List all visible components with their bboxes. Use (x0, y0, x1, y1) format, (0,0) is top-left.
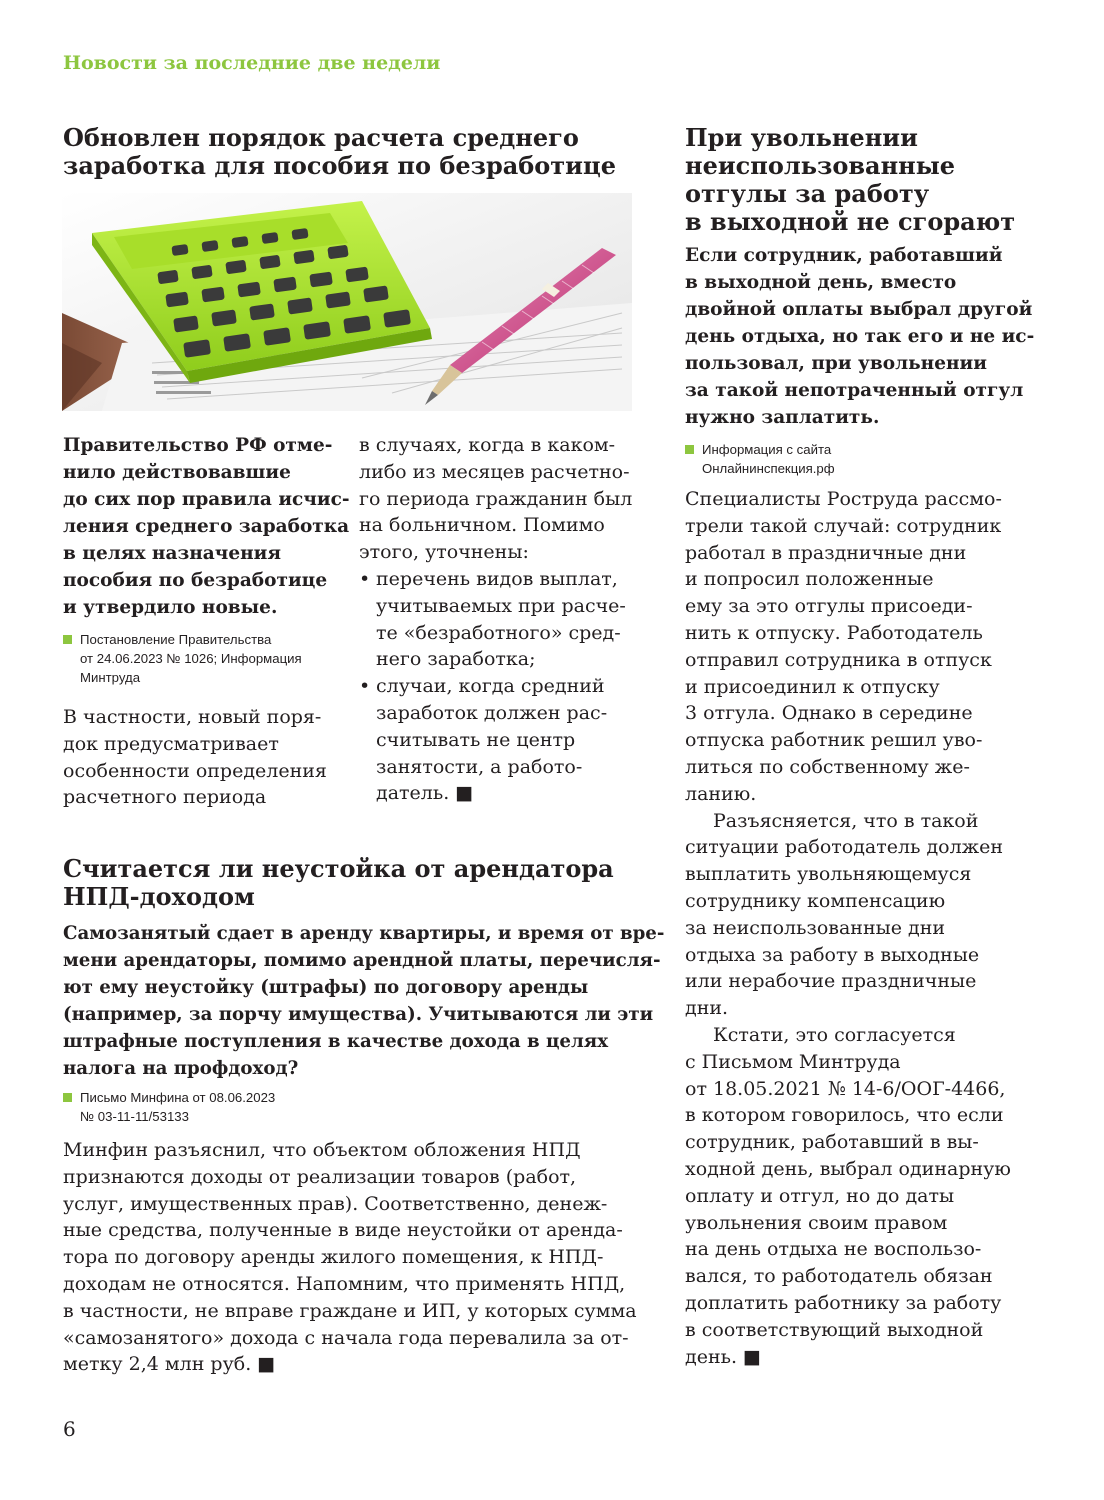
calculator-and-pen-photo-icon (62, 193, 632, 411)
source-marker-icon (63, 635, 72, 644)
source-marker-icon (63, 1093, 72, 1102)
bullet-icon: • (359, 675, 371, 698)
article3-body (685, 486, 1045, 1370)
article1-bullet-list (359, 566, 639, 807)
list-item: • случаи, когда средний заработок должен рас- считывать не центр занятости, а работо- датель. ■ (359, 675, 608, 805)
article1-body-right: в случаях, когда в каком- либо из месяцев расчетно- го периода гражданин был на больничном. Помимо этого, уточнены: • перечень видов выплат, учитываемых при расче- те «безработного» сред- него заработка; • случаи, когда средний заработок должен рас- считывать не центр занятости, а работо- датель. ■ (359, 432, 639, 807)
source-marker-icon (685, 445, 694, 454)
section-label-text: Новости за последние две недели (63, 52, 441, 74)
article3-source: Информация с сайта Онлайнинспекция.рф (685, 440, 1002, 478)
page-number: 6 (63, 1417, 76, 1441)
article1-body-left: В частности, новый поря- док предусматривает особенности определения расчетного периода (63, 706, 327, 809)
article1-source: Постановление Правительства от 24.06.2023 № 1026; Информация Минтруда (63, 630, 350, 687)
article3-title: При увольнении неиспользованные отгулы за работу в выходной не сгорают (685, 123, 1016, 236)
article1-title: Обновлен порядок расчета среднего заработка для пособия по безработице (63, 123, 616, 180)
list-item: • перечень видов выплат, учитываемых при расче- те «безработного» сред- него заработка; (359, 567, 626, 671)
bullet-icon: • (359, 567, 371, 590)
article3-paragraph-1: Специалисты Роструда рассмо- трели такой случай: сотрудник работал в праздничные дни и попросил положенные ему за это отгулы присоеди- нить к отпуску. Работодатель отправил сотрудника в отпуск и присоединил к отпуску 3 отгула. Однако в середине отпуска работник решил уво- литься по собственному же- ланию. (685, 488, 1002, 805)
article2-source: Письмо Минфина от 08.06.2023 № 03-11-11/53133 (63, 1088, 380, 1126)
article2-body: Минфин разъяснил, что объектом обложения НПД признаются доходы от реализации товаров (работ, услуг, имущественных прав). Соответственно, денеж- ные средства, полученные в виде неустойки от аренда- тора по договору аренды жилого помещения, к НПД- доходам не относятся. Напомним, что применять НПД, в частности, не вправе граждане и ИП, у которых сумма «самозанятого» дохода с начала года перевалила за от- метку 2,4 млн руб. ■ (63, 1139, 637, 1376)
calculator-pen-photo (62, 193, 632, 411)
article1-lead: Правительство РФ отме- нило действовавшие до сих пор правила исчис- ления среднего заработка в целях назначения пособия по безработице и утвердило новые. (63, 435, 350, 618)
article3-paragraph-3: Кстати, это согласуется с Письмом Минтруда от 18.05.2021 № 14-6/ООГ-4466, в котором говорилось, что если сотрудник, работавший в вы- ходной день, выбрал одинарную оплату и отгул, но до даты увольнения своим правом на день отдыха не воспользо- вался, то работодатель обязан доплатить работнику за работу в соответствующий выходной день. ■ (685, 1023, 1011, 1368)
article2-title: Считается ли неустойка от арендатора НПД-доходом (63, 854, 614, 911)
article3-paragraph-2: Разъясняется, что в такой ситуации работодатель должен выплатить увольняющемуся сотруднику компенсацию за неиспользованные дни отдыха за работу в выходные или нерабочие праздничные дни. (685, 809, 1004, 1020)
article2-lead: Самозанятый сдает в аренду квартиры, и время от вре- мени арендаторы, помимо арендной платы, перечисля- ют ему неустойку (штрафы) по договору аренды (например, за порчу имущества). Учитываются ли эти штрафные поступления в качестве дохода в целях налога на профдоход? (63, 923, 665, 1079)
article3-lead: Если сотрудник, работавший в выходной день, вместо двойной оплаты выбрал другой день отдыха, но так его и не ис- пользовал, при увольнении за такой непотраченный отгул нужно заплатить. (685, 245, 1035, 428)
section-label (63, 52, 440, 74)
